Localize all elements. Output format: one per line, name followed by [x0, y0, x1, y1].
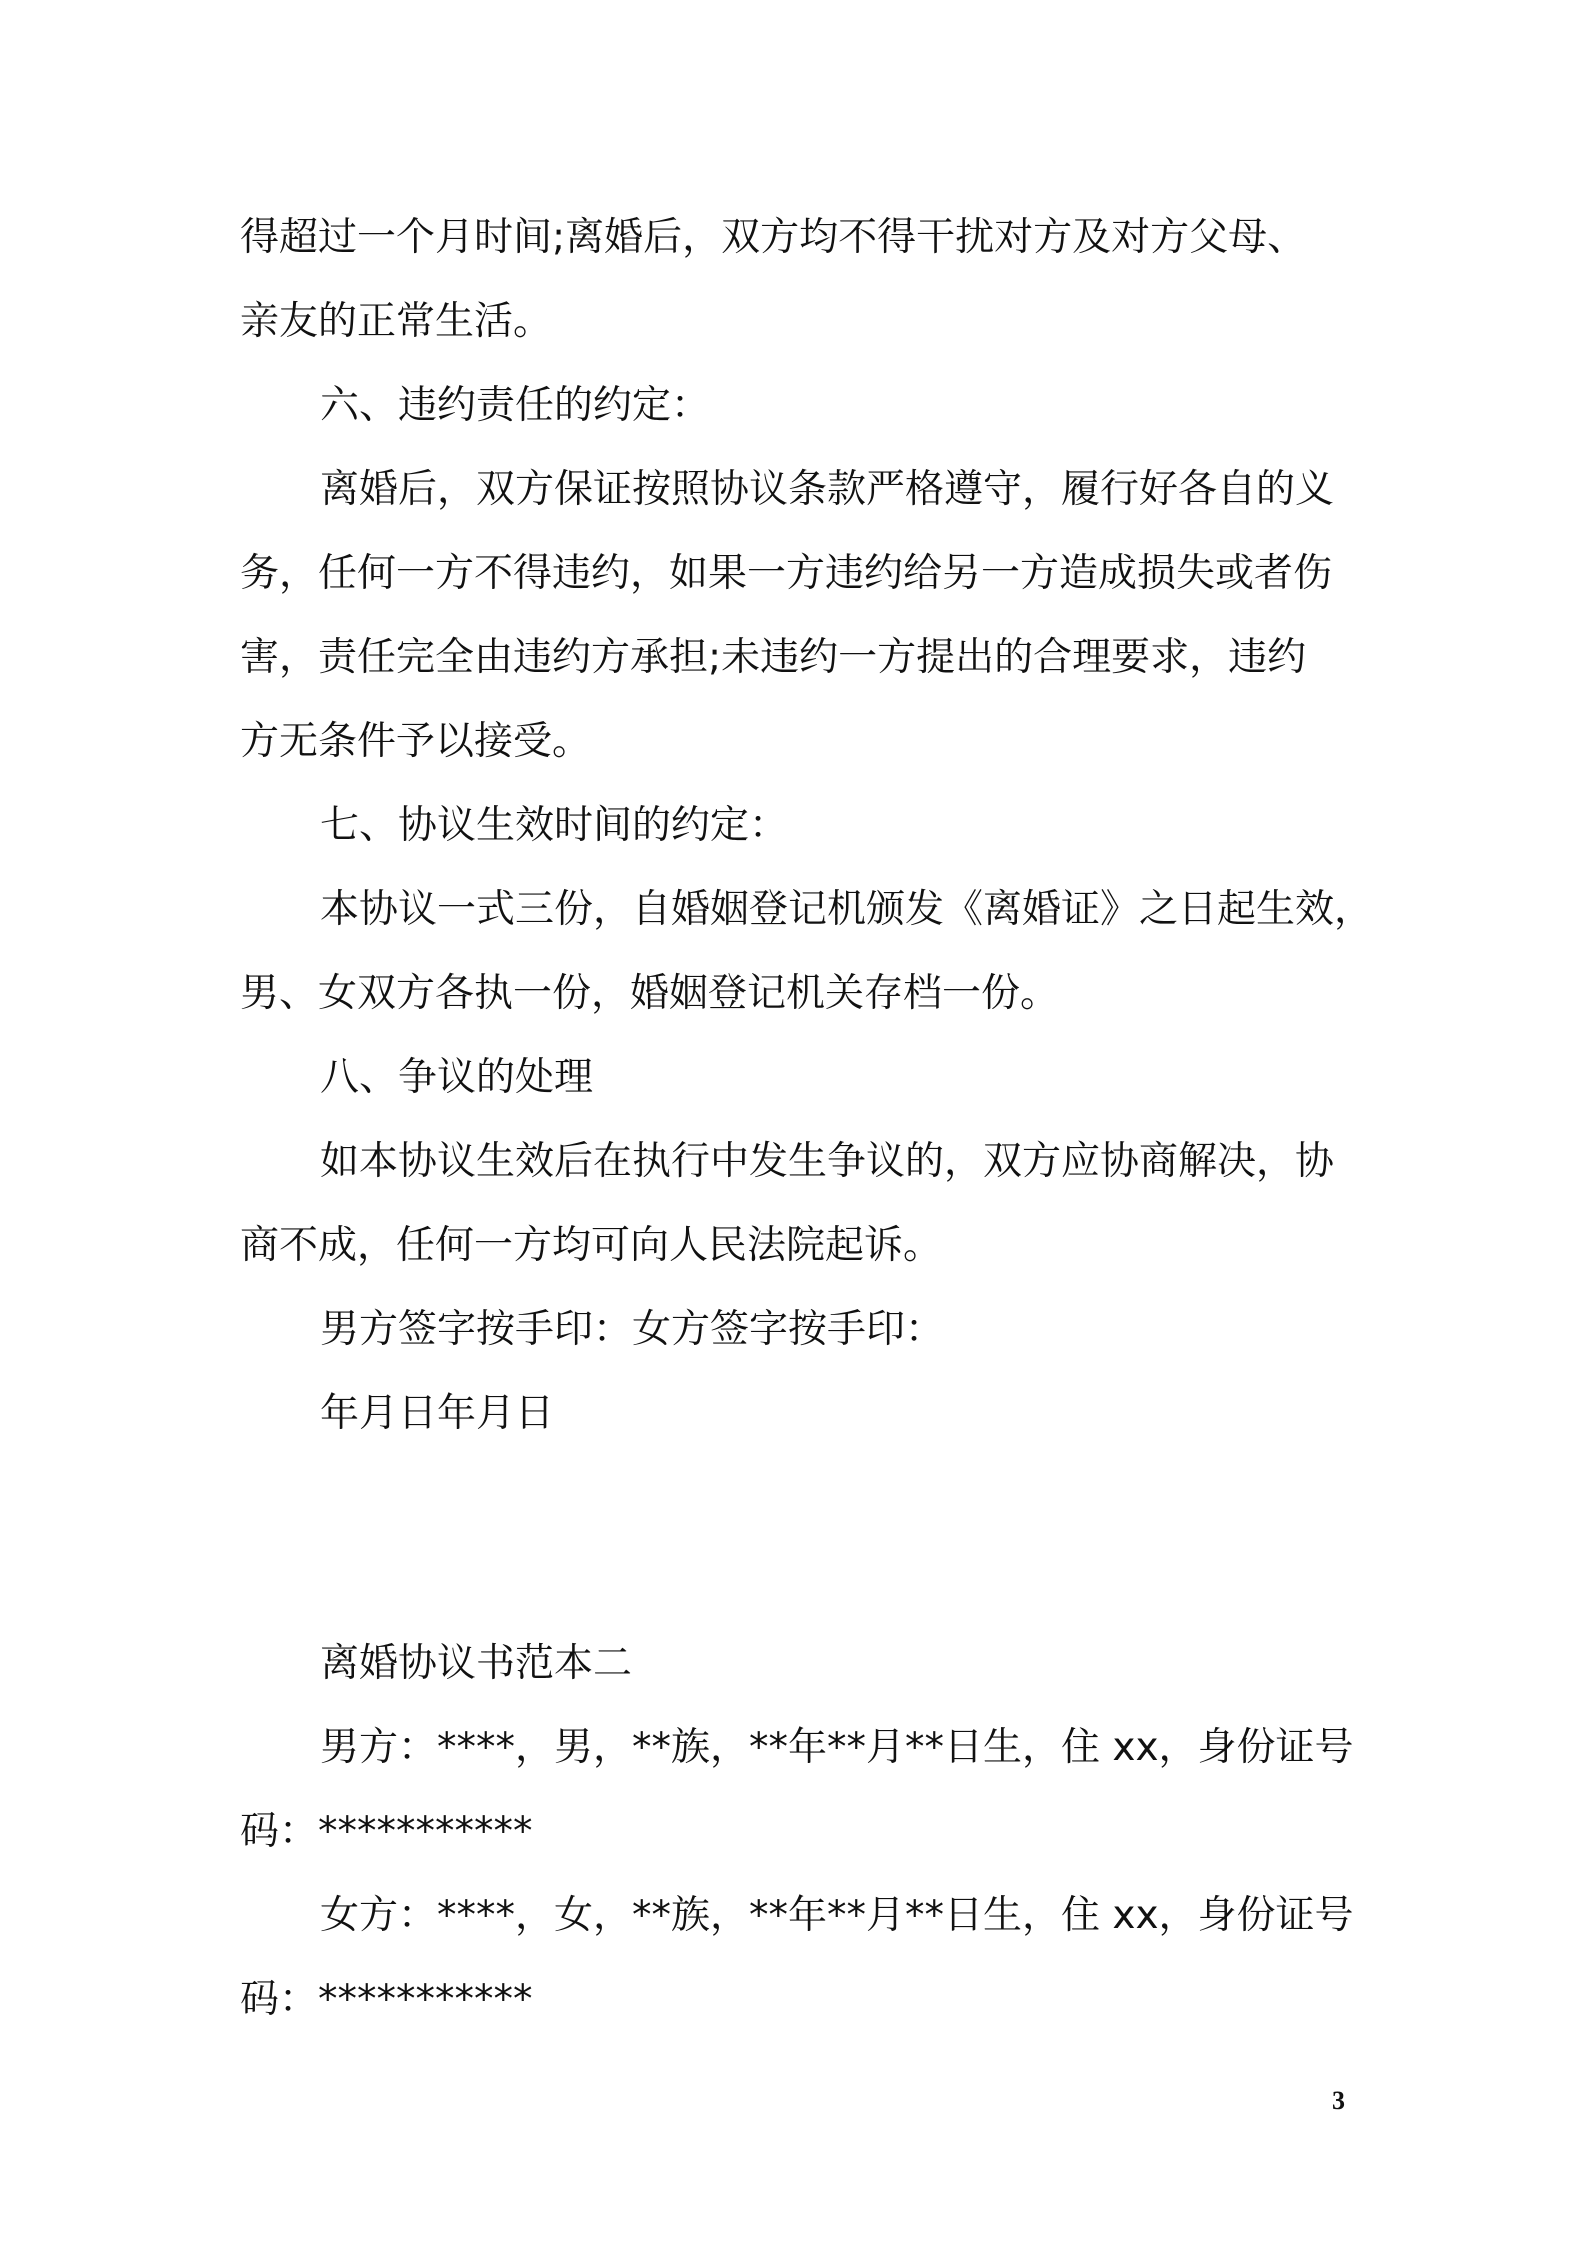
page-number: 3	[1332, 2086, 1345, 2115]
second-template-title: 离婚协议书范本二	[320, 1641, 633, 1686]
body-line: 务，任何一方不得违约，如果一方违约给另一方造成损失或者伤	[240, 551, 1333, 596]
body-line: 商不成，任何一方均可向人民法院起诉。	[240, 1223, 943, 1268]
body-line: 方无条件予以接受。	[240, 719, 592, 764]
party-female-id-line: 码：***********	[240, 1977, 533, 2022]
section-heading: 六、违约责任的约定：	[320, 383, 711, 428]
body-line: 害，责任完全由违约方承担;未违约一方提出的合理要求，违约	[240, 635, 1307, 680]
signature-line: 男方签字按手印：女方签字按手印：	[320, 1307, 945, 1352]
body-line: 如本协议生效后在执行中发生争议的，双方应协商解决，协	[320, 1139, 1335, 1184]
party-male-line: 男方：****，男，**族，**年**月**日生，住 xx，身份证号	[320, 1725, 1354, 1770]
date-line: 年月日年月日	[320, 1391, 555, 1436]
body-line: 亲友的正常生活。	[240, 299, 553, 344]
body-line: 离婚后，双方保证按照协议条款严格遵守，履行好各自的义	[320, 467, 1335, 512]
section-heading: 八、争议的处理	[320, 1055, 594, 1100]
party-female-line: 女方：****，女，**族，**年**月**日生，住 xx，身份证号	[320, 1893, 1354, 1938]
body-line: 得超过一个月时间;离婚后，双方均不得干扰对方及对方父母、	[240, 215, 1307, 260]
body-line: 本协议一式三份，自婚姻登记机颁发《离婚证》之日起生效，	[320, 887, 1374, 932]
section-heading: 七、协议生效时间的约定：	[320, 803, 789, 848]
body-line: 男、女双方各执一份，婚姻登记机关存档一份。	[240, 971, 1060, 1016]
party-male-id-line: 码：***********	[240, 1809, 533, 1854]
